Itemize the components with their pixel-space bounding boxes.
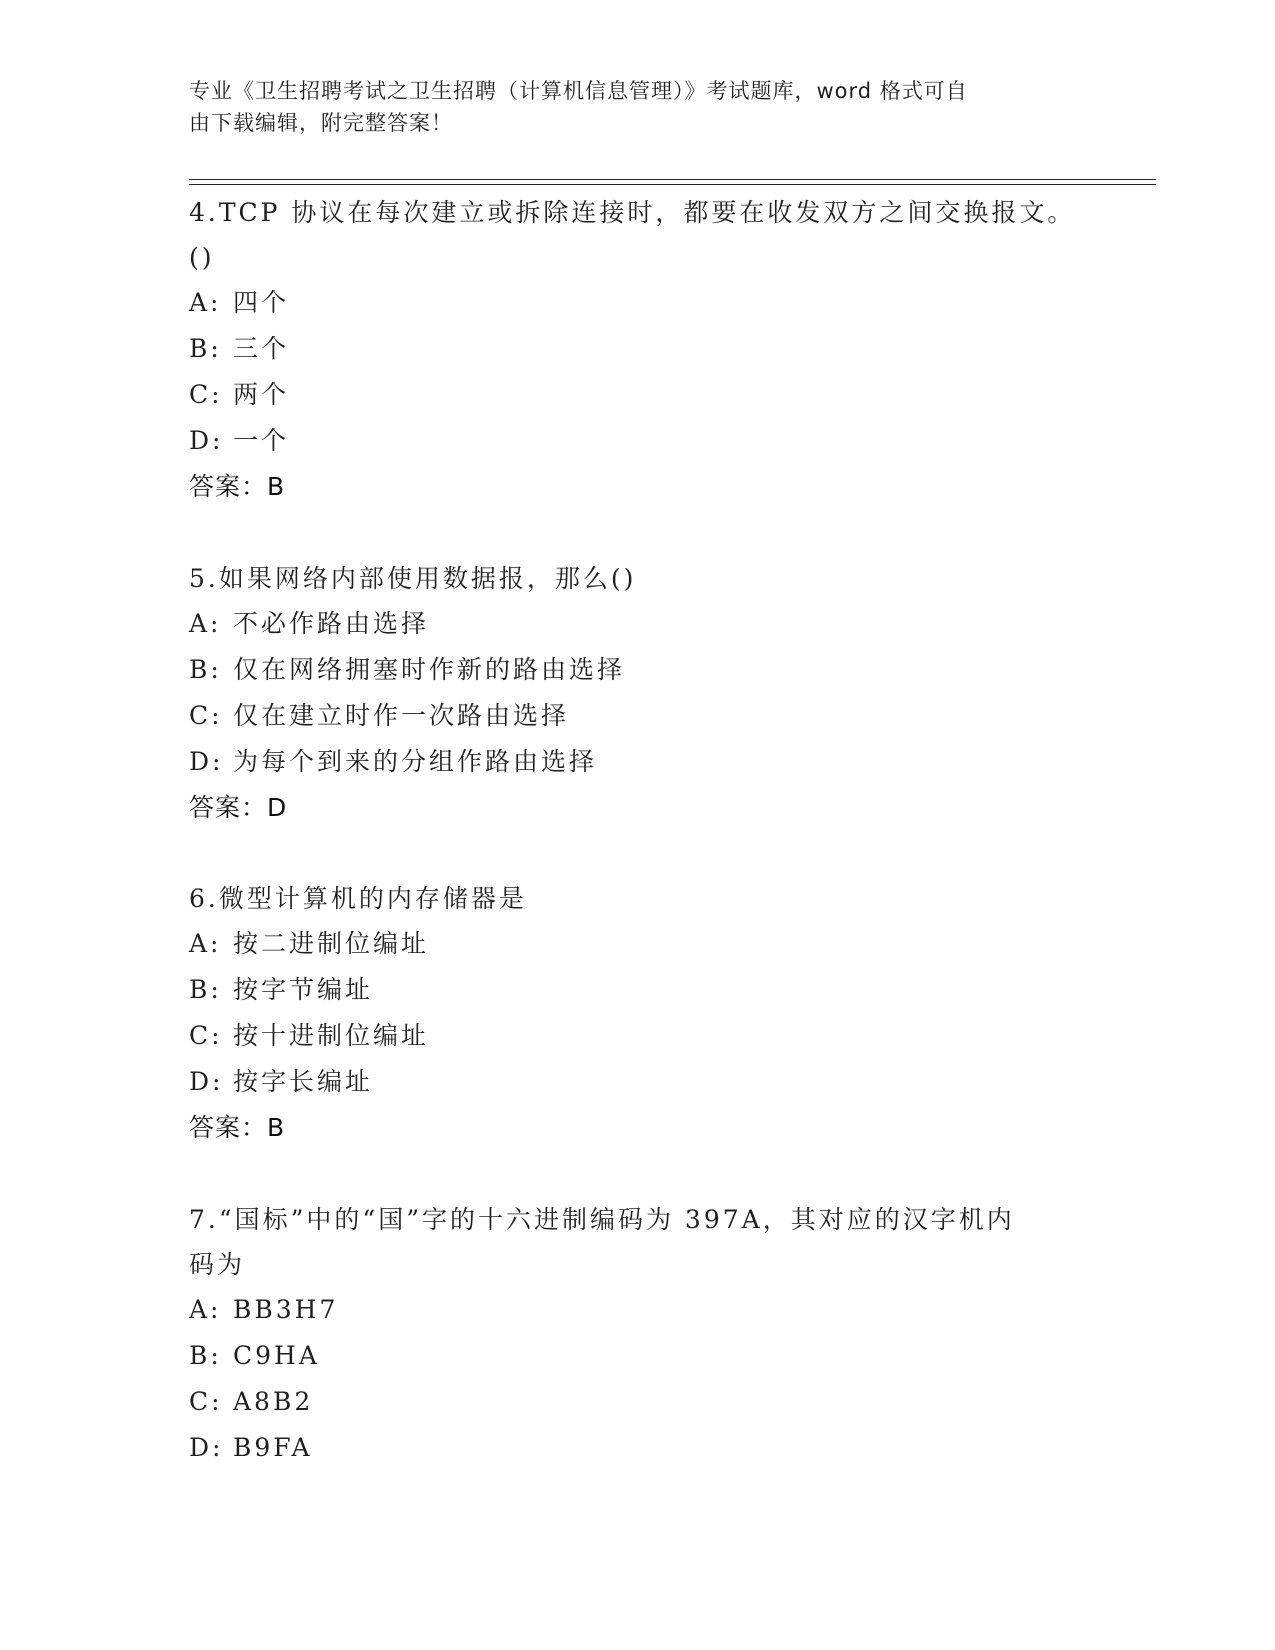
option-text: 按字节编址 bbox=[233, 975, 374, 1004]
option-d bbox=[189, 1425, 1089, 1471]
option-text: 不必作路由选择 bbox=[233, 609, 430, 638]
answer: 答案：B bbox=[189, 472, 286, 501]
option-b bbox=[189, 647, 1089, 693]
question-5 bbox=[189, 556, 1089, 831]
option-key: C: bbox=[189, 1387, 223, 1416]
option-c bbox=[189, 1379, 1089, 1425]
question-6 bbox=[189, 876, 1089, 1151]
option-d bbox=[189, 739, 1089, 785]
option-a bbox=[189, 280, 1089, 326]
document-header bbox=[189, 75, 1069, 139]
option-text: 按二进制位编址 bbox=[233, 929, 430, 958]
option-text: 仅在网络拥塞时作新的路由选择 bbox=[233, 655, 626, 684]
option-text: C9HA bbox=[233, 1341, 320, 1370]
option-key: D: bbox=[189, 1433, 224, 1462]
option-text: 三个 bbox=[233, 334, 290, 363]
option-key: D: bbox=[189, 1067, 224, 1096]
option-b bbox=[189, 326, 1089, 372]
option-b bbox=[189, 967, 1089, 1013]
option-c bbox=[189, 372, 1089, 418]
header-line-1: 专业《卫生招聘考试之卫生招聘（计算机信息管理）》考试题库，word 格式可自 bbox=[189, 79, 968, 103]
option-b bbox=[189, 1333, 1089, 1379]
option-key: A: bbox=[189, 929, 222, 958]
option-key: C: bbox=[189, 701, 223, 730]
answer: 答案：B bbox=[189, 1113, 286, 1142]
option-key: A: bbox=[189, 609, 222, 638]
option-key: A: bbox=[189, 1295, 222, 1324]
question-7 bbox=[189, 1197, 1089, 1471]
option-text: 两个 bbox=[233, 380, 290, 409]
question-stem-continued: 码为 bbox=[189, 1250, 246, 1279]
option-key: A: bbox=[189, 288, 222, 317]
option-a bbox=[189, 601, 1089, 647]
option-key: D: bbox=[189, 426, 224, 455]
option-text: A8B2 bbox=[233, 1387, 314, 1416]
option-key: D: bbox=[189, 747, 224, 776]
option-key: C: bbox=[189, 380, 223, 409]
option-text: 四个 bbox=[233, 288, 290, 317]
answer: 答案：D bbox=[189, 793, 288, 822]
option-text: 按字长编址 bbox=[233, 1067, 374, 1096]
header-divider-bottom bbox=[189, 184, 1156, 185]
option-text: BB3H7 bbox=[233, 1295, 339, 1324]
question-stem: 4.TCP 协议在每次建立或拆除连接时，都要在收发双方之间交换报文。 bbox=[189, 198, 1076, 227]
question-stem: 6.微型计算机的内存储器是 bbox=[189, 884, 527, 913]
question-4 bbox=[189, 190, 1089, 510]
question-stem: 7.“国标”中的“国”字的十六进制编码为 397A，其对应的汉字机内 bbox=[189, 1205, 1015, 1234]
option-key: B: bbox=[189, 1341, 222, 1370]
option-key: C: bbox=[189, 1021, 223, 1050]
option-text: B9FA bbox=[233, 1433, 313, 1462]
option-key: B: bbox=[189, 975, 222, 1004]
option-c bbox=[189, 1013, 1089, 1059]
question-stem-continued: () bbox=[189, 243, 215, 272]
option-a bbox=[189, 921, 1089, 967]
option-key: B: bbox=[189, 655, 222, 684]
header-divider-top bbox=[189, 179, 1156, 180]
question-stem: 5.如果网络内部使用数据报，那么() bbox=[189, 564, 637, 593]
option-d bbox=[189, 418, 1089, 464]
option-key: B: bbox=[189, 334, 222, 363]
header-line-2: 由下载编辑，附完整答案！ bbox=[189, 111, 453, 135]
option-a bbox=[189, 1287, 1089, 1333]
option-d bbox=[189, 1059, 1089, 1105]
option-text: 仅在建立时作一次路由选择 bbox=[233, 701, 570, 730]
option-text: 按十进制位编址 bbox=[233, 1021, 430, 1050]
option-text: 一个 bbox=[233, 426, 290, 455]
option-c bbox=[189, 693, 1089, 739]
option-text: 为每个到来的分组作路由选择 bbox=[233, 747, 598, 776]
